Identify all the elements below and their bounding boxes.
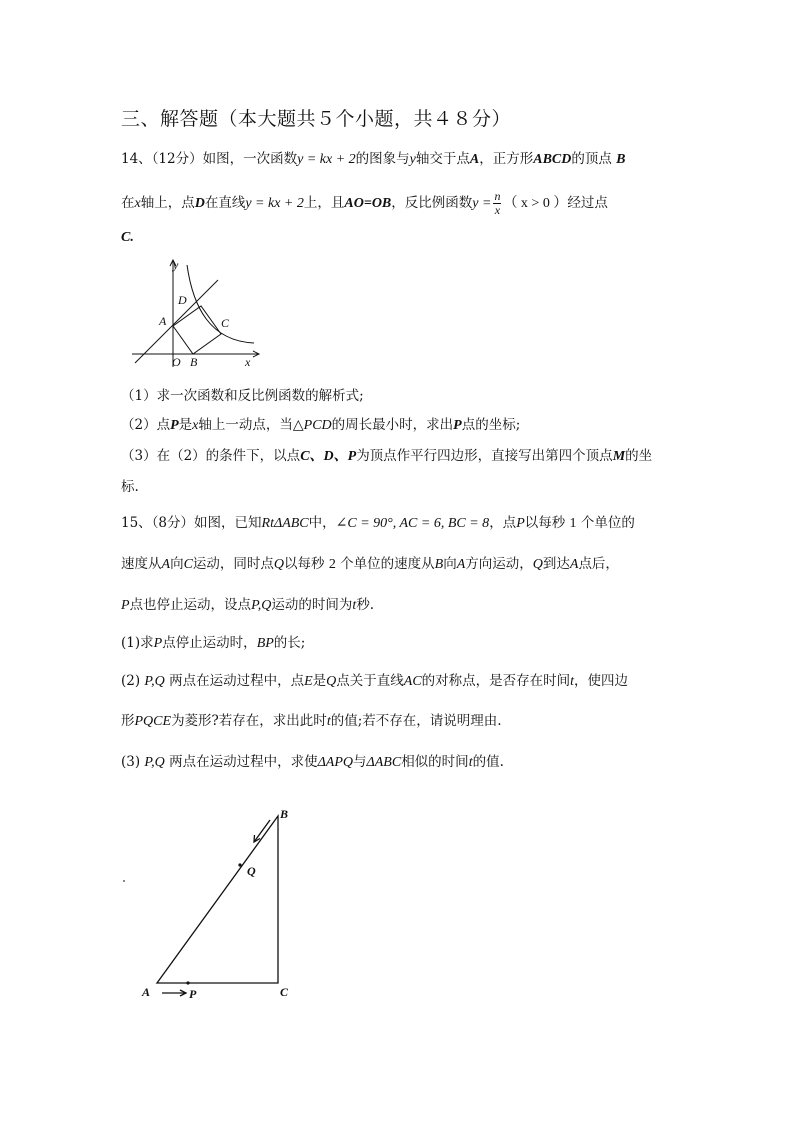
q15-quadrilateral: PQCE	[134, 714, 172, 729]
q15-text: 的长;	[273, 635, 306, 651]
q15-text: ，使四边	[574, 673, 629, 689]
q15-text: 个单位的速度从	[340, 556, 435, 572]
q15-sub1	[121, 634, 305, 653]
q15-point: A	[456, 557, 466, 572]
q14-score: （12分）	[151, 151, 203, 167]
q14-point: M	[612, 449, 626, 464]
q14-text: 是	[178, 417, 193, 433]
q15-figure	[120, 800, 310, 1010]
q14-text: （2）点	[121, 417, 171, 433]
q15-p-dot	[186, 981, 189, 984]
q14-label-O: O	[172, 355, 181, 369]
q15-line-3	[121, 596, 374, 615]
q14-var: x	[134, 196, 141, 211]
q15-sub2-cont	[121, 712, 502, 731]
q15-text: 中，	[308, 515, 336, 531]
q14-number: 14、	[121, 151, 152, 167]
q15-text: 运动的时间为	[271, 597, 353, 613]
q15-label-B: B	[280, 807, 289, 821]
q15-text: 以每秒	[524, 515, 566, 531]
q15-points: P,Q	[144, 755, 165, 770]
q15-stray-dot	[123, 880, 125, 882]
q15-text: ，点	[489, 515, 517, 531]
q15-text: 两点在运动过程中，点	[169, 673, 305, 689]
q14-text: 在直线	[204, 195, 246, 211]
q15-text: 为菱形?若存在，求出此时	[171, 713, 327, 729]
q15-var: t	[326, 714, 331, 729]
q14-square	[173, 306, 221, 354]
q14-figure	[128, 255, 268, 380]
q15-number: 15、	[121, 515, 152, 531]
q15-text: (2)	[121, 673, 141, 689]
q15-text: 向	[443, 556, 457, 572]
q15-text: 到达	[542, 556, 570, 572]
q14-text: ，正方形	[479, 151, 534, 167]
q14-sub2	[121, 416, 520, 435]
q14-fraction	[493, 190, 501, 217]
q15-number-value: 1	[569, 516, 577, 531]
q14-text: 的坐	[625, 448, 653, 464]
q15-q-dot	[238, 863, 241, 866]
q14-line-1	[121, 150, 626, 169]
q15-text: 速度从	[121, 556, 162, 572]
q14-var: x	[192, 418, 199, 433]
q14-point: D	[194, 196, 205, 211]
q15-points: P,Q	[251, 598, 272, 613]
q14-point: A	[469, 152, 480, 167]
q14-domain-cond: （ x > 0 ）	[503, 196, 568, 211]
q14-linear-eq: y = kx + 2	[245, 196, 304, 211]
q14-text: 点的坐标;	[461, 417, 521, 433]
q15-label-P: P	[189, 987, 197, 1001]
q14-text: 经过点	[567, 195, 608, 211]
q15-text: 的值;若不存在，请说明理由.	[330, 713, 502, 729]
q15-number-value: 2	[328, 557, 336, 572]
q14-sub1: （1）求一次函数和反比例函数的解析式;	[121, 388, 364, 404]
q14-triangle: △PCD	[292, 418, 332, 433]
q14-label-D: D	[178, 293, 187, 307]
q15-point: Q	[532, 557, 543, 572]
q14-label-C: C	[221, 316, 230, 330]
q14-line-3	[121, 228, 134, 247]
fraction-denominator: x	[494, 203, 501, 217]
q15-label-C: C	[280, 985, 289, 999]
q14-text: 在	[121, 195, 135, 211]
q14-point: P	[170, 418, 179, 433]
q14-sub3	[121, 447, 652, 466]
q14-text: 轴上一动点，当	[198, 417, 293, 433]
q14-label-A: A	[159, 314, 167, 328]
q15-point: C	[183, 557, 193, 572]
q15-text: 点也停止运动，设点	[129, 597, 252, 613]
q14-text: 的顶点	[571, 151, 612, 167]
q15-conditions: ∠C = 90°, AC = 6, BC = 8	[335, 516, 490, 531]
q15-var: t	[352, 598, 357, 613]
q14-line-2	[121, 190, 608, 217]
q14-linear-graph	[135, 280, 218, 363]
q15-text: 秒.	[356, 597, 375, 613]
q15-text: 运动，同时点	[192, 556, 274, 572]
q15-text: 向	[170, 556, 184, 572]
q14-text: 轴交于点	[415, 151, 470, 167]
q15-point: P	[516, 516, 525, 531]
q14-point: P	[453, 418, 462, 433]
q15-sub2	[121, 672, 628, 691]
q15-text: 形	[121, 713, 135, 729]
q15-triangle: ΔABC	[366, 755, 402, 770]
q15-point: B	[434, 557, 444, 572]
q15-label-A: A	[142, 985, 151, 999]
q15-text: 点关于直线	[336, 673, 404, 689]
q15-triangle-abc	[157, 816, 278, 983]
q14-linear-eq: y = kx + 2	[297, 152, 356, 167]
q15-text: 以每秒	[284, 556, 325, 572]
q14-label-B: B	[190, 355, 198, 369]
q15-point: E	[304, 674, 313, 689]
q15-text: 点后，	[578, 556, 619, 572]
q15-text: 的值.	[472, 754, 504, 770]
q14-text: （3）在（2）的条件下，以点	[121, 448, 301, 464]
q15-triangle: ΔAPQ	[317, 755, 354, 770]
q15-text: (1)求	[121, 635, 154, 651]
q14-text: 轴上，点	[140, 195, 195, 211]
q14-point: C.	[121, 230, 134, 245]
q14-square-name: ABCD	[533, 152, 572, 167]
q15-text: 相似的时间	[401, 754, 469, 770]
q15-text: 与	[353, 754, 367, 770]
q15-text: 方向运动，	[465, 556, 533, 572]
q14-label-y: y	[173, 258, 179, 272]
q15-point: P	[121, 598, 130, 613]
q15-text: 的对称点，是否存在时间	[421, 673, 571, 689]
q14-point: B	[616, 152, 626, 167]
q14-text: ，反比例函数	[391, 195, 473, 211]
q15-text: 个单位的	[580, 515, 635, 531]
q14-label-x: x	[245, 355, 251, 369]
q15-point: A	[569, 557, 579, 572]
q15-var: t	[468, 755, 473, 770]
section-title: 三、解答题（本大题共５个小题，共４８分）	[121, 108, 512, 130]
q15-text: (3)	[121, 754, 141, 770]
q14-text: 为顶点作平行四边形，直接写出第四个顶点	[356, 448, 613, 464]
q15-score: （8分）	[151, 515, 195, 531]
q15-segment: BP	[256, 636, 274, 651]
q14-text: 如图，一次函数	[202, 151, 298, 167]
q15-point: P	[153, 636, 163, 651]
q15-text: 两点在运动过程中，求使	[169, 754, 318, 770]
q14-points: C、D、P	[300, 449, 357, 464]
q14-var: y	[409, 152, 416, 167]
q15-points: P,Q	[144, 674, 165, 689]
q15-point: Q	[326, 674, 337, 689]
q15-segment: AC	[403, 674, 422, 689]
q15-triangle: RtΔABC	[261, 516, 309, 531]
q15-text: 如图，已知	[194, 515, 262, 531]
q14-text: 上，且	[303, 195, 345, 211]
q14-sub3-cont: 标.	[121, 479, 139, 495]
q15-line-1	[121, 514, 635, 533]
q15-text: 是	[312, 673, 327, 689]
q15-text: 点停止运动时，	[162, 635, 257, 651]
q15-var: t	[570, 674, 575, 689]
fraction-numerator: n	[494, 189, 501, 203]
q15-point: A	[161, 557, 171, 572]
q15-line-2	[121, 555, 619, 574]
q15-sub3	[121, 753, 504, 772]
q15-point: Q	[273, 557, 285, 572]
q15-label-Q: Q	[247, 864, 256, 878]
q14-text: 的周长最小时，求出	[331, 417, 454, 433]
q14-condition: AO=OB	[344, 196, 392, 211]
q14-text: 的图象与	[355, 151, 410, 167]
q14-hyperbola	[187, 265, 254, 343]
q14-var: y =	[472, 196, 492, 211]
